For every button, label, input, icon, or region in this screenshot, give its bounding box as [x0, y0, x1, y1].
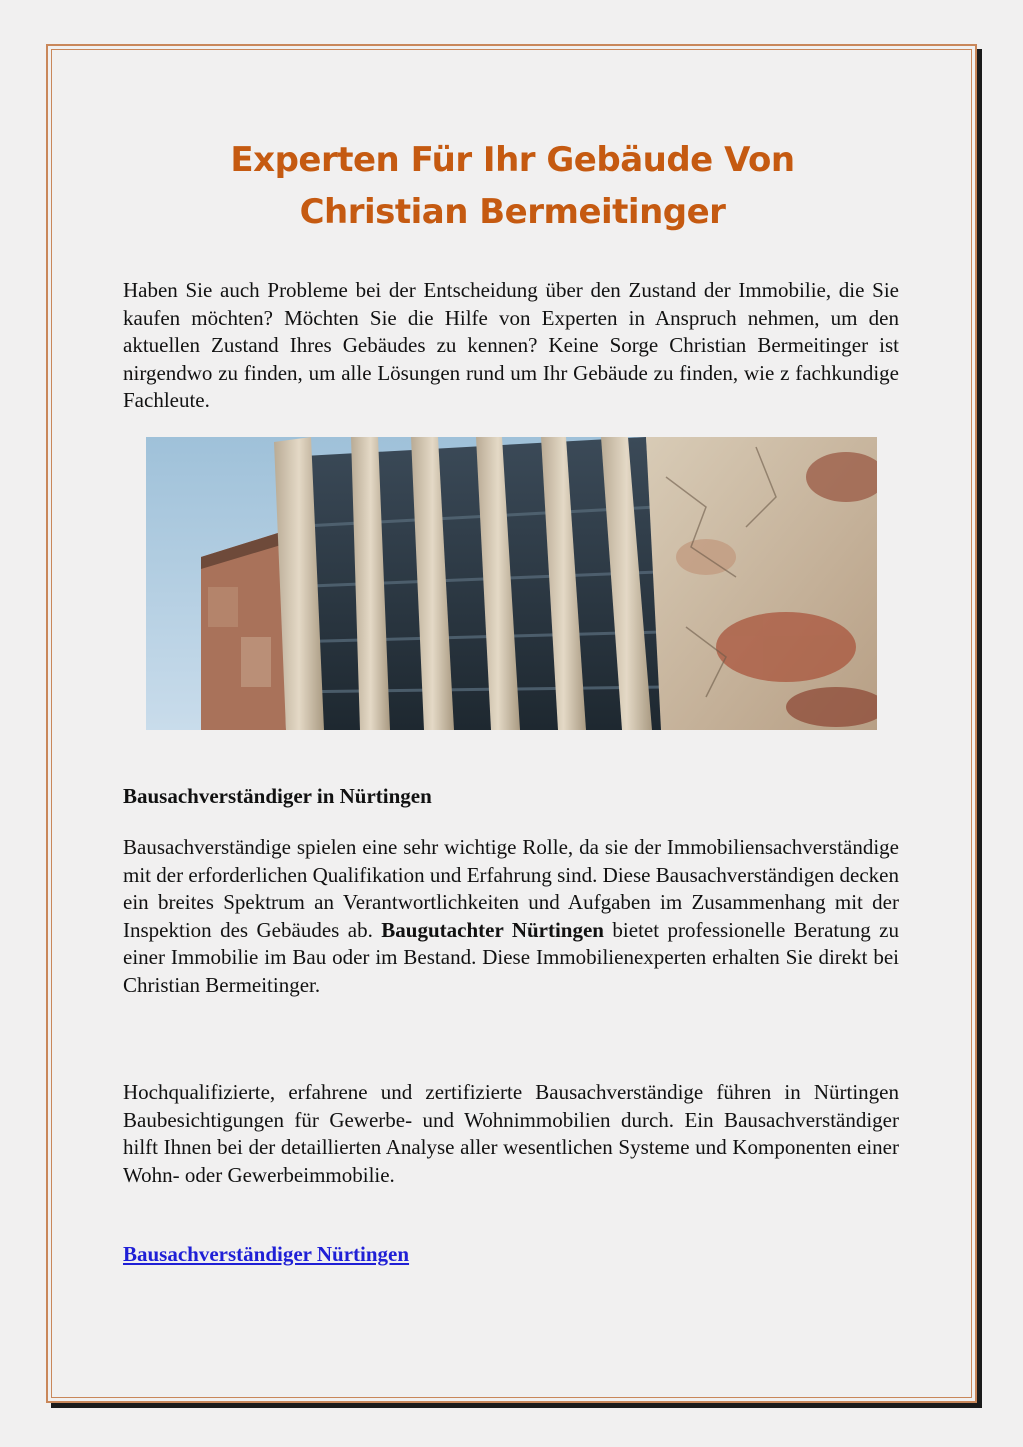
section-heading: Bausachverständiger in Nürtingen: [123, 784, 432, 808]
building-photo: [146, 437, 877, 730]
intro-paragraph: Haben Sie auch Probleme bei der Entscheidung über den Zustand der Immobilie, die Sie kaufen möchten? Möchten Sie die Hilfe von Experten in Anspruch nehmen, um den aktuellen Zustand Ihres Gebäudes zu kennen? Keine Sorge Christian Bermeitinger ist nirgendwo zu finden, um alle Lösungen rund um Ihr Gebäude zu finden, wie z fachkundige Fachleute.: [123, 278, 899, 412]
body-paragraph-1-text-b: bietet professionelle Beratung zu einer Immobilie im Bau oder im Bestand. Diese Immobilienexperten erhalten Sie direkt bei Christian Bermeitinger.: [123, 917, 899, 997]
document-title: [130, 134, 895, 238]
body-paragraph-2: Hochqualifizierte, erfahrene und zertifizierte Bausachverständige führen in Nürtingen Baubesichtigungen für Gewerbe- und Wohnimmobilien durch. Ein Bausachverständiger hilft Ihnen bei der detaillierten Analyse aller wesentlichen Systeme und Komponenten einer Wohn- oder Gewerbeimmobilie.: [123, 1080, 899, 1187]
title-line-2: Christian Bermeitinger: [299, 192, 726, 232]
title-line-1: Experten Für Ihr Gebäude Von: [230, 140, 795, 180]
body-paragraph-1-text-a: Bausachverständige spielen eine sehr wichtige Rolle, da sie der Immobiliensachverständige mit der erforderlichen Qualifikation und Erfahrung sind. Diese Bausachverständigen decken ein breites Spektrum an Verantwortlichkeiten und Aufgaben im Zusammenhang mit der Inspektion des Gebäudes ab.: [123, 835, 899, 942]
body-paragraph-1: [123, 834, 899, 999]
body-paragraph-1-bold-term: Baugutachter Nürtingen: [381, 917, 604, 942]
bausachverstaendiger-link[interactable]: Bausachverständiger Nürtingen: [123, 1242, 410, 1266]
